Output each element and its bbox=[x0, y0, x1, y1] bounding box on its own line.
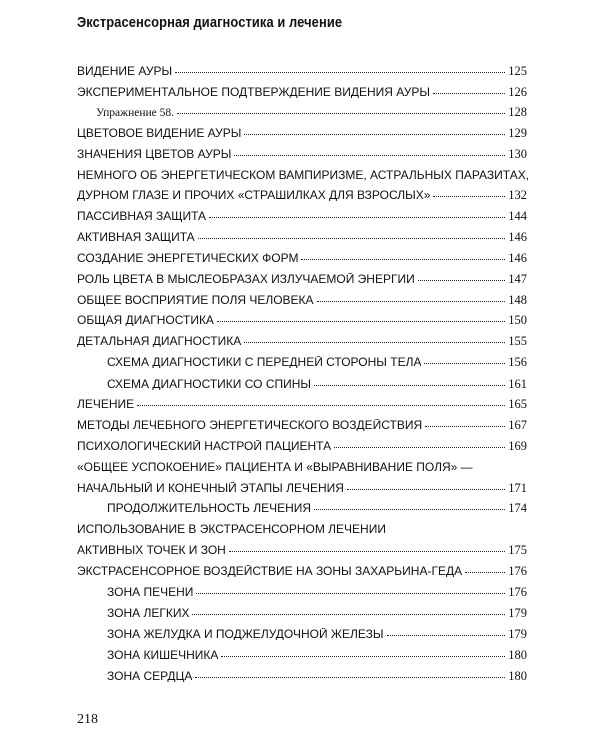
toc-entry-title: ЦВЕТОВОЕ ВИДЕНИЕ АУРЫ bbox=[77, 127, 242, 139]
toc-entry-title: ЗОНА КИШЕЧНИКА bbox=[107, 649, 219, 661]
toc-entry-page: 180 bbox=[508, 669, 527, 683]
toc-entry-page: 161 bbox=[508, 377, 527, 391]
toc-entry-title: ЭКСТРАСЕНСОРНОЕ ВОЗДЕЙСТВИЕ НА ЗОНЫ ЗАХАРЬИНА-ГЕДА bbox=[77, 565, 463, 577]
toc-entry bbox=[77, 86, 527, 98]
toc-entry-page: 146 bbox=[508, 251, 527, 265]
dot-leader bbox=[195, 677, 505, 678]
toc-entry-page: 167 bbox=[508, 418, 527, 432]
toc-entry-page: 180 bbox=[508, 648, 527, 662]
toc-entry-page: 179 bbox=[508, 627, 527, 641]
toc-entry-page: 175 bbox=[508, 543, 527, 557]
toc-entry bbox=[107, 378, 527, 390]
toc-entry bbox=[77, 210, 527, 222]
dot-leader bbox=[177, 113, 505, 114]
dot-leader bbox=[198, 238, 506, 239]
toc-entry-title: Упражнение 58. bbox=[96, 107, 175, 119]
toc-entry bbox=[107, 649, 527, 661]
toc-entry bbox=[96, 106, 527, 119]
dot-leader bbox=[192, 614, 505, 615]
dot-leader bbox=[217, 321, 505, 322]
toc-entry-title: ЗОНА ПЕЧЕНИ bbox=[107, 586, 194, 598]
toc-entry-page: 148 bbox=[508, 293, 527, 307]
running-head: Экстрасенсорная диагностика и лечение bbox=[77, 14, 343, 31]
toc-entry-page: 176 bbox=[508, 585, 527, 599]
toc-entry-title: ПАССИВНАЯ ЗАЩИТА bbox=[77, 210, 207, 222]
toc-entry bbox=[77, 523, 527, 535]
toc-entry bbox=[77, 148, 527, 160]
dot-leader bbox=[387, 635, 506, 636]
dot-leader bbox=[424, 363, 505, 364]
toc-entry bbox=[107, 586, 527, 598]
toc-entry-page: 144 bbox=[508, 209, 527, 223]
toc-entry-title: АКТИВНАЯ ЗАЩИТА bbox=[77, 231, 195, 243]
toc-entry-title: НАЧАЛЬНЫЙ И КОНЕЧНЫЙ ЭТАПЫ ЛЕЧЕНИЯ bbox=[77, 482, 344, 494]
toc-entry-page: 169 bbox=[508, 439, 527, 453]
toc-entry bbox=[77, 273, 527, 285]
toc-entry bbox=[77, 65, 527, 77]
dot-leader bbox=[244, 342, 505, 343]
toc-entry-title: СОЗДАНИЕ ЭНЕРГЕТИЧЕСКИХ ФОРМ bbox=[77, 252, 299, 264]
toc-entry bbox=[77, 461, 527, 473]
toc-entry-title: «ОБЩЕЕ УСПОКОЕНИЕ» ПАЦИЕНТА И «ВЫРАВНИВАНИЕ ПОЛЯ» — bbox=[77, 461, 473, 473]
toc-entry-page: 132 bbox=[508, 188, 527, 202]
toc-entry-title: НЕМНОГО ОБ ЭНЕРГЕТИЧЕСКОМ ВАМПИРИЗМЕ, АСТРАЛЬНЫХ ПАРАЗИТАХ, bbox=[77, 169, 530, 181]
dot-leader bbox=[196, 593, 505, 594]
toc-entry-title: ИСПОЛЬЗОВАНИЕ В ЭКСТРАСЕНСОРНОМ ЛЕЧЕНИИ bbox=[77, 523, 386, 535]
dot-leader bbox=[175, 72, 505, 73]
toc-entry-page: 150 bbox=[508, 313, 527, 327]
toc-entry-title: ЭКСПЕРИМЕНТАЛЬНОЕ ПОДТВЕРЖДЕНИЕ ВИДЕНИЯ АУРЫ bbox=[77, 86, 431, 98]
toc-entry bbox=[107, 628, 527, 640]
toc-entry-page: 130 bbox=[508, 147, 527, 161]
toc-entry bbox=[77, 482, 527, 494]
toc-entry-page: 155 bbox=[508, 334, 527, 348]
toc-entry bbox=[107, 670, 527, 682]
toc-entry-page: 174 bbox=[508, 501, 527, 515]
toc-entry-title: ЗНАЧЕНИЯ ЦВЕТОВ АУРЫ bbox=[77, 148, 232, 160]
toc-entry bbox=[77, 231, 527, 243]
toc-entry bbox=[107, 356, 527, 368]
dot-leader bbox=[317, 301, 506, 302]
dot-leader bbox=[229, 551, 505, 552]
toc-entry bbox=[77, 189, 527, 201]
dot-leader bbox=[433, 196, 505, 197]
toc-entry-page: 126 bbox=[508, 85, 527, 99]
toc-entry bbox=[77, 335, 527, 347]
toc-entry bbox=[77, 419, 527, 431]
toc-entry-title: РОЛЬ ЦВЕТА В МЫСЛЕОБРАЗАХ ИЗЛУЧАЕМОЙ ЭНЕРГИИ bbox=[77, 273, 415, 285]
dot-leader bbox=[418, 280, 506, 281]
toc-entry bbox=[77, 314, 527, 326]
dot-leader bbox=[137, 405, 505, 406]
toc-entry-page: 129 bbox=[508, 126, 527, 140]
toc-entry-page: 179 bbox=[508, 606, 527, 620]
toc-entry-title: ЗОНА СЕРДЦА bbox=[107, 670, 193, 682]
toc-entry-title: СХЕМА ДИАГНОСТИКИ С ПЕРЕДНЕЙ СТОРОНЫ ТЕЛА bbox=[107, 356, 422, 368]
dot-leader bbox=[314, 509, 505, 510]
dot-leader bbox=[209, 217, 505, 218]
dot-leader bbox=[221, 656, 505, 657]
dot-leader bbox=[347, 489, 505, 490]
dot-leader bbox=[244, 134, 505, 135]
toc-entry-title: ДЕТАЛЬНАЯ ДИАГНОСТИКА bbox=[77, 335, 242, 347]
toc-entry-title: СХЕМА ДИАГНОСТИКИ СО СПИНЫ bbox=[107, 378, 312, 390]
dot-leader bbox=[334, 447, 505, 448]
dot-leader bbox=[314, 385, 505, 386]
dot-leader bbox=[465, 572, 505, 573]
dot-leader bbox=[234, 155, 505, 156]
toc-entry-title: ОБЩАЯ ДИАГНОСТИКА bbox=[77, 314, 214, 326]
toc-entry bbox=[107, 502, 527, 514]
toc-entry bbox=[77, 169, 530, 181]
toc-entry-page: 176 bbox=[508, 564, 527, 578]
toc-entry bbox=[77, 252, 527, 264]
toc-entry-title: ЗОНА ЖЕЛУДКА И ПОДЖЕЛУДОЧНОЙ ЖЕЛЕЗЫ bbox=[107, 628, 384, 640]
toc-entry bbox=[107, 607, 527, 619]
toc-entry-title: ОБЩЕЕ ВОСПРИЯТИЕ ПОЛЯ ЧЕЛОВЕКА bbox=[77, 294, 314, 306]
toc-entry-page: 125 bbox=[508, 64, 527, 78]
toc-entry-title: ЛЕЧЕНИЕ bbox=[77, 398, 135, 410]
toc-entry-page: 171 bbox=[508, 481, 527, 495]
toc-entry-title: ПСИХОЛОГИЧЕСКИЙ НАСТРОЙ ПАЦИЕНТА bbox=[77, 440, 332, 452]
toc-entry-page: 128 bbox=[508, 105, 527, 119]
toc-entry bbox=[77, 127, 527, 139]
toc-entry-title: ПРОДОЛЖИТЕЛЬНОСТЬ ЛЕЧЕНИЯ bbox=[107, 502, 312, 514]
toc-entry bbox=[77, 294, 527, 306]
page-number: 218 bbox=[77, 712, 98, 727]
toc-entry-title: ДУРНОМ ГЛАЗЕ И ПРОЧИХ «СТРАШИЛКАХ ДЛЯ ВЗРОСЛЫХ» bbox=[77, 189, 431, 201]
toc-entry-page: 156 bbox=[508, 355, 527, 369]
dot-leader bbox=[425, 426, 505, 427]
toc-entry-page: 147 bbox=[508, 272, 527, 286]
toc-entry-title: ЗОНА ЛЕГКИХ bbox=[107, 607, 190, 619]
toc-entry-page: 165 bbox=[508, 397, 527, 411]
toc-entry-title: МЕТОДЫ ЛЕЧЕБНОГО ЭНЕРГЕТИЧЕСКОГО ВОЗДЕЙСТВИЯ bbox=[77, 419, 423, 431]
toc-entry-title: АКТИВНЫХ ТОЧЕК И ЗОН bbox=[77, 544, 226, 556]
toc-entry bbox=[77, 544, 527, 556]
toc-entry-page: 146 bbox=[508, 230, 527, 244]
toc-entry-title: ВИДЕНИЕ АУРЫ bbox=[77, 65, 173, 77]
dot-leader bbox=[301, 259, 505, 260]
toc-entry bbox=[77, 440, 527, 452]
dot-leader bbox=[433, 93, 505, 94]
toc-entry bbox=[77, 565, 527, 577]
toc-entry bbox=[77, 398, 527, 410]
